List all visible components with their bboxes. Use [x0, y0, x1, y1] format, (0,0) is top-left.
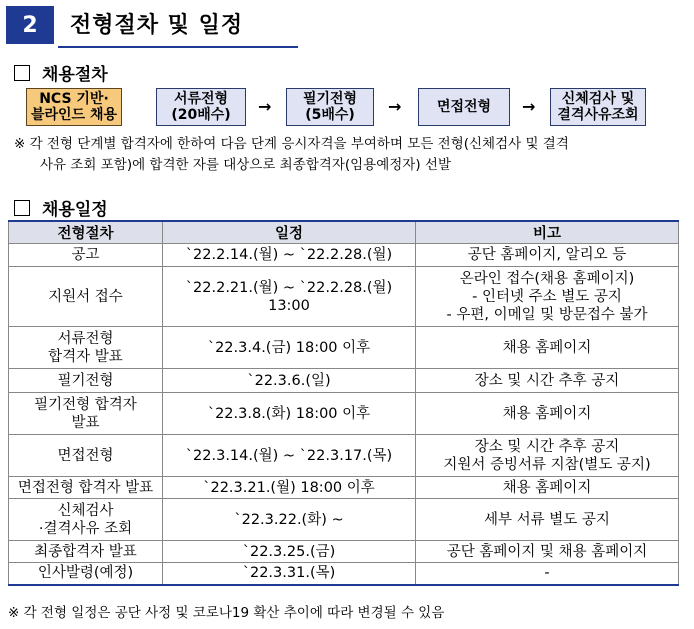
date-cell: `22.3.22.(화) ~ [163, 499, 416, 541]
step-medical-check: 신체검사 및 결격사유조회 [550, 88, 646, 126]
table-row [9, 435, 679, 477]
stage-cell: 필기전형 합격자 발표 [9, 393, 163, 435]
remark-cell: 공단 홈페이지 및 채용 홈페이지 [416, 541, 679, 563]
column-header: 전형절차 [9, 221, 163, 244]
remark-cell: 채용 홈페이지 [416, 327, 679, 369]
remark-cell: 온라인 접수(채용 홈페이지) - 인터넷 주소 별도 공지 - 우편, 이메일 및 방문접수 불가 [416, 267, 679, 327]
date-cell: `22.3.14.(월) ~ `22.3.17.(목) [163, 435, 416, 477]
stage-cell: 신체검사 ·결격사유 조회 [9, 499, 163, 541]
procedure-heading-label: 채용절차 [42, 65, 108, 85]
table-header-row [9, 221, 679, 244]
table-row [9, 267, 679, 327]
stage-cell: 공고 [9, 244, 163, 267]
stage-cell: 인사발령(예정) [9, 563, 163, 585]
table-row [9, 541, 679, 563]
step-interview: 면접전형 [418, 88, 510, 126]
date-cell: `22.3.25.(금) [163, 541, 416, 563]
procedure-note-line2: 사유 조회 포함)에 합격한 자를 대상으로 최종합격자(임용예정자) 선발 [40, 157, 451, 173]
column-header: 일정 [163, 221, 416, 244]
stage-cell: 면접전형 합격자 발표 [9, 477, 163, 499]
procedure-note-line1: ※ 각 전형 단계별 합격자에 한하여 다음 단계 응시자격을 부여하며 모든 전형(신체검사 및 결격 [14, 136, 569, 152]
table-row [9, 477, 679, 499]
checkbox-square-icon [14, 65, 30, 81]
table-row [9, 327, 679, 369]
stage-cell: 지원서 접수 [9, 267, 163, 327]
date-cell: `22.2.21.(월) ~ `22.2.28.(월) 13:00 [163, 267, 416, 327]
date-cell: `22.3.8.(화) 18:00 이후 [163, 393, 416, 435]
remark-cell: - [416, 563, 679, 585]
remark-cell: 세부 서류 별도 공지 [416, 499, 679, 541]
stage-cell: 최종합격자 발표 [9, 541, 163, 563]
section-title: 전형절차 및 일정 [70, 13, 244, 38]
schedule-heading-label: 채용일정 [42, 200, 108, 220]
table-row [9, 393, 679, 435]
date-cell: `22.3.31.(목) [163, 563, 416, 585]
schedule-footnote: ※ 각 전형 일정은 공단 사정 및 코로나19 확산 추이에 따라 변경될 수 있음 [8, 605, 445, 621]
stage-cell: 면접전형 [9, 435, 163, 477]
checkbox-square-icon [14, 200, 30, 216]
remark-cell: 장소 및 시간 추후 공지 [416, 369, 679, 393]
schedule-heading [14, 195, 108, 220]
table-row [9, 563, 679, 585]
step-written: 필기전형 (5배수) [286, 88, 374, 126]
stage-cell: 필기전형 [9, 369, 163, 393]
step-ncs-blind: NCS 기반· 블라인드 채용 [26, 88, 122, 126]
step-document: 서류전형 (20배수) [156, 88, 246, 126]
section-number-badge: 2 [6, 6, 54, 44]
date-cell: `22.3.4.(금) 18:00 이후 [163, 327, 416, 369]
stage-cell: 서류전형 합격자 발표 [9, 327, 163, 369]
procedure-heading [14, 60, 108, 85]
remark-cell: 채용 홈페이지 [416, 393, 679, 435]
schedule-table [8, 220, 679, 586]
date-cell: `22.3.6.(일) [163, 369, 416, 393]
arrow-icon: → [258, 97, 272, 116]
date-cell: `22.3.21.(월) 18:00 이후 [163, 477, 416, 499]
arrow-icon: → [388, 97, 402, 116]
section-underline [58, 46, 298, 48]
table-row [9, 244, 679, 267]
column-header: 비고 [416, 221, 679, 244]
remark-cell: 공단 홈페이지, 알리오 등 [416, 244, 679, 267]
date-cell: `22.2.14.(월) ~ `22.2.28.(월) [163, 244, 416, 267]
arrow-icon: → [522, 97, 536, 116]
remark-cell: 장소 및 시간 추후 공지 지원서 증빙서류 지참(별도 공지) [416, 435, 679, 477]
table-row [9, 369, 679, 393]
remark-cell: 채용 홈페이지 [416, 477, 679, 499]
table-row [9, 499, 679, 541]
